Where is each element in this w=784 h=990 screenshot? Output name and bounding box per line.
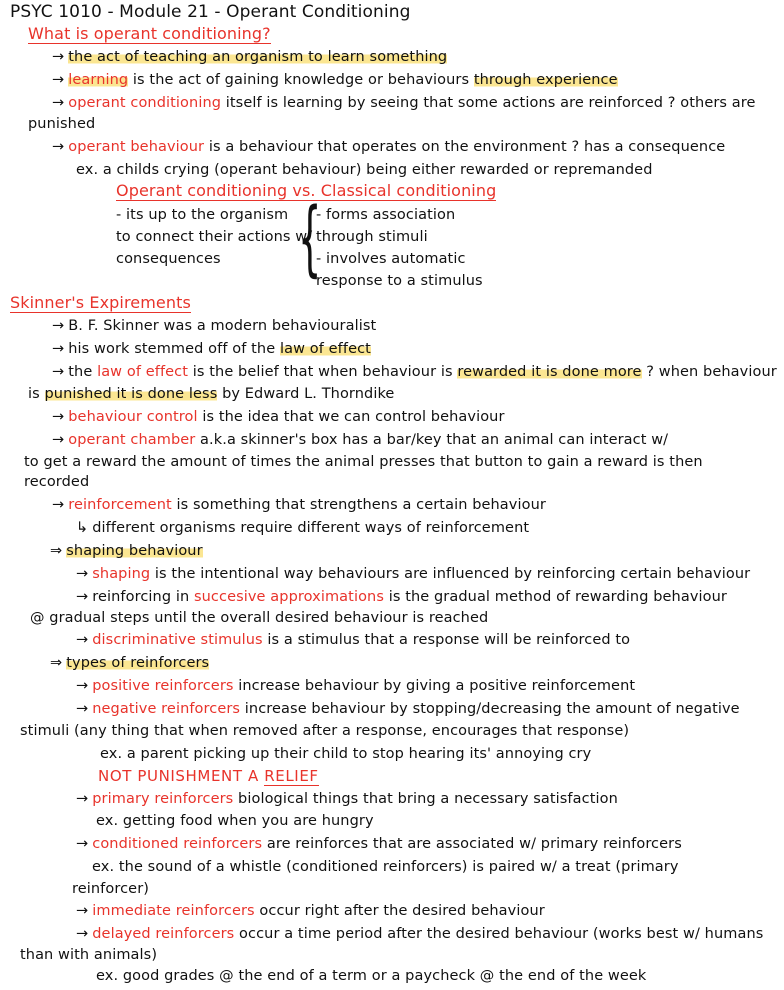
arrow-icon: → (52, 72, 65, 88)
highlighted-text: through experience (473, 72, 618, 88)
compare-left-line: consequences (116, 251, 221, 267)
note-line (76, 901, 545, 921)
arrow-icon: → (52, 364, 65, 380)
arrow-icon: → (76, 836, 89, 852)
highlighted-text: the act of teaching an organism to learn something (68, 49, 448, 65)
term: shaping (92, 566, 151, 582)
arrow-icon: → (76, 701, 89, 717)
example-line: ex. a childs crying (operant behaviour) being either rewarded or repremanded (76, 162, 653, 178)
section-heading-skinner (10, 293, 191, 313)
note-line (76, 587, 727, 607)
note-line (76, 699, 740, 719)
example-line: ex. a parent picking up their child to stop hearing its' annoying cry (100, 746, 592, 762)
note-continuation: than with animals) (20, 947, 158, 963)
note-text: different organisms require different ways of reinforcement (92, 520, 530, 536)
hook-arrow-icon: ↳ (76, 520, 89, 536)
note-line (76, 834, 682, 854)
note-text: is a behaviour that operates on the environment ? has a consequence (204, 139, 726, 155)
heading-text: Operant conditioning vs. Classical conditioning (116, 181, 497, 200)
double-arrow-icon: ⇒ (50, 543, 63, 559)
highlighted-text: shaping behaviour (66, 543, 203, 559)
note-text: his work stemmed off of the (68, 341, 280, 357)
term: negative reinforcers (92, 701, 241, 717)
note-line (52, 93, 756, 113)
term: primary reinforcers (92, 791, 234, 807)
note-continuation: to get a reward the amount of times the animal presses that button to gain a reward is then (24, 454, 703, 470)
note-continuation: punished (28, 116, 96, 132)
note-text: is the belief that when behaviour is (188, 364, 458, 380)
note-subline (76, 518, 529, 538)
arrow-icon: → (76, 589, 89, 605)
subheading-types (50, 653, 209, 673)
arrow-icon: → (52, 497, 65, 513)
arrow-icon: → (52, 409, 65, 425)
note-text: is something that strengthens a certain behaviour (171, 497, 546, 513)
term: discriminative stimulus (92, 632, 263, 648)
note-text: are reinforces that are associated w/ primary reinforcers (262, 836, 682, 852)
term: positive reinforcers (92, 678, 234, 694)
note-continuation: stimuli (any thing that when removed after a response, encourages that response) (20, 723, 630, 739)
arrow-icon: → (52, 139, 65, 155)
note-text: occur right after the desired behaviour (254, 903, 545, 919)
compare-left-line: - its up to the organism (116, 207, 289, 223)
note-text: a.k.a skinner's box has a bar/key that an animal can interact w/ (195, 432, 669, 448)
heading-text: Skinner's Expirements (10, 293, 191, 312)
example-line: ex. getting food when you are hungry (96, 813, 374, 829)
arrow-icon: → (52, 95, 65, 111)
note-line (52, 430, 668, 450)
note-text: biological things that bring a necessary satisfaction (233, 791, 618, 807)
highlighted-text: types of reinforcers (66, 655, 210, 671)
term: succesive approximations (193, 589, 384, 605)
subheading-shaping (50, 541, 203, 561)
arrow-icon: → (76, 566, 89, 582)
note-text: is (28, 386, 45, 402)
arrow-icon: → (52, 49, 65, 65)
note-line (52, 339, 371, 359)
note-text: ? when behaviour (641, 364, 777, 380)
note-line (76, 564, 750, 584)
note-continuation: @ gradual steps until the overall desired behaviour is reached (30, 610, 489, 626)
note-continuation (28, 384, 394, 404)
compare-right-line: - forms association (316, 207, 456, 223)
compare-right-line: through stimuli (316, 229, 428, 245)
note-text: is a stimulus that a response will be reinforced to (262, 632, 631, 648)
brace-icon: { (298, 191, 322, 286)
note-line (52, 495, 546, 515)
note-text: is the intentional way behaviours are influenced by reinforcing certain behaviour (150, 566, 751, 582)
compare-right-line: response to a stimulus (316, 273, 483, 289)
arrow-icon: → (76, 678, 89, 694)
arrow-icon: → (76, 926, 89, 942)
arrow-icon: → (76, 903, 89, 919)
note-line (76, 924, 763, 944)
heading-text: What is operant conditioning? (28, 24, 271, 43)
callout-line (98, 766, 319, 786)
note-text: itself is learning by seeing that some actions are reinforced ? others are (221, 95, 756, 111)
note-continuation: reinforcer) (72, 881, 150, 897)
compare-left-line: to connect their actions w/ (116, 229, 313, 245)
arrow-icon: → (76, 791, 89, 807)
note-line (76, 630, 630, 650)
note-line (52, 137, 725, 157)
arrow-icon: → (76, 632, 89, 648)
term: conditioned reinforcers (92, 836, 263, 852)
term: behaviour control (68, 409, 198, 425)
example-line: ex. good grades @ the end of a term or a paycheck @ the end of the week (96, 968, 647, 984)
term: delayed reinforcers (92, 926, 235, 942)
callout-text: NOT PUNISHMENT A (98, 767, 265, 785)
term: operant behaviour (68, 139, 205, 155)
page-title: PSYC 1010 - Module 21 - Operant Conditioning (10, 2, 411, 22)
term: operant chamber (68, 432, 196, 448)
note-continuation: recorded (24, 474, 90, 490)
callout-emphasis: RELIEF (264, 767, 319, 785)
arrow-icon: → (52, 432, 65, 448)
note-text: B. F. Skinner was a modern behaviouralist (68, 318, 377, 334)
section-heading-operant (28, 24, 271, 44)
note-line (76, 676, 635, 696)
highlighted-text: punished it is done less (44, 386, 218, 402)
note-text: is the idea that we can control behaviour (197, 409, 505, 425)
example-line: ex. the sound of a whistle (conditioned reinforcers) is paired w/ a treat (primary (92, 859, 679, 875)
term: law of effect (97, 364, 189, 380)
note-line (52, 407, 505, 427)
term: reinforcement (68, 497, 172, 513)
note-text: the (68, 364, 98, 380)
term: learning (68, 72, 129, 88)
note-text: by Edward L. Thorndike (217, 386, 395, 402)
note-text: increase behaviour by stopping/decreasing the amount of negative (240, 701, 740, 717)
note-text: reinforcing in (92, 589, 194, 605)
arrow-icon: → (52, 318, 65, 334)
highlighted-text: rewarded it is done more (457, 364, 642, 380)
note-text: increase behaviour by giving a positive reinforcement (233, 678, 636, 694)
note-text: is the act of gaining knowledge or behaviours (128, 72, 474, 88)
highlighted-text: law of effect (279, 341, 371, 357)
note-line (52, 47, 447, 67)
note-text: occur a time period after the desired behaviour (works best w/ humans (234, 926, 764, 942)
note-text: is the gradual method of rewarding behaviour (384, 589, 727, 605)
term: operant conditioning (68, 95, 222, 111)
double-arrow-icon: ⇒ (50, 655, 63, 671)
note-line (76, 789, 618, 809)
compare-right-line: - involves automatic (316, 251, 466, 267)
term: immediate reinforcers (92, 903, 255, 919)
arrow-icon: → (52, 341, 65, 357)
note-line (52, 316, 376, 336)
note-line (52, 362, 777, 382)
note-line (52, 70, 618, 90)
